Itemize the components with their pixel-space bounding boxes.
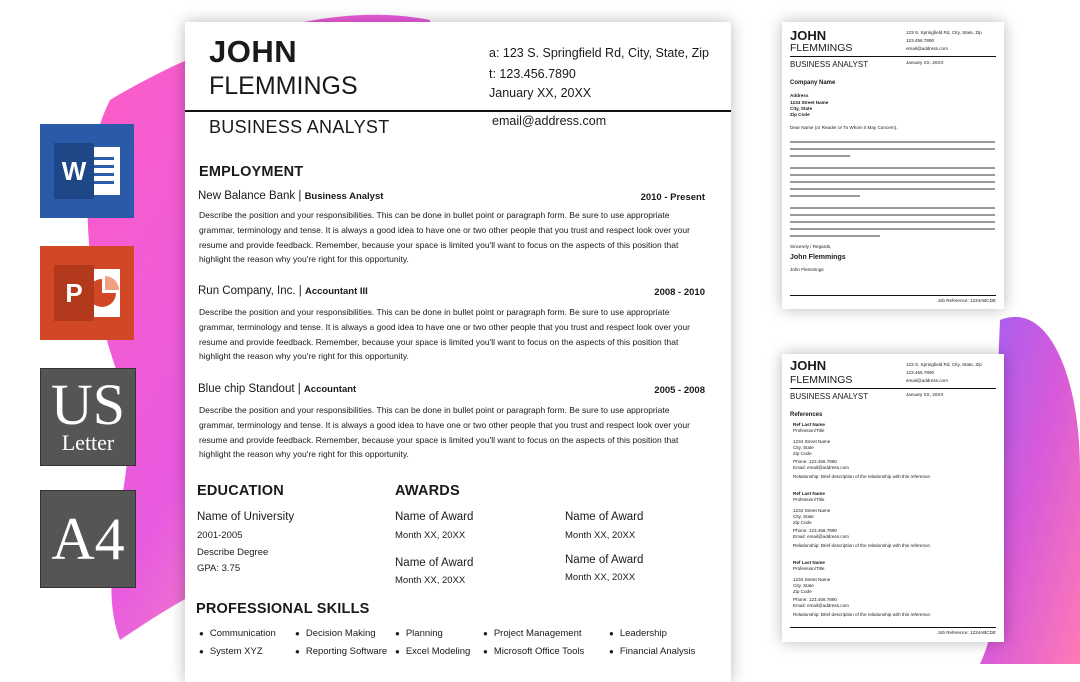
ref-first-name: JOHN <box>790 358 827 373</box>
ref-profession: Profession/Title <box>793 497 825 502</box>
award-name: Name of Award <box>565 511 644 523</box>
resume-date: January XX, 20XX <box>489 86 592 100</box>
cover-body-line <box>790 214 995 216</box>
ref-name: Ref Last Name <box>793 422 825 427</box>
ref-relationship: Relationship: Brief description of the relationship with this reference. <box>793 474 932 479</box>
cover-salutation: Dear Name (or Reader or To Whom it May Concern), <box>790 125 898 130</box>
job-entry-1: New Balance Bank | Business Analyst <box>198 190 384 202</box>
cover-footer-rule <box>790 295 996 296</box>
skill-item: ● Reporting Software <box>295 646 387 657</box>
ref-email: email@address.com <box>906 378 948 383</box>
ref-zip: Zip Code <box>793 589 812 594</box>
employment-heading: EMPLOYMENT <box>199 164 304 180</box>
skill-item: ● Planning <box>395 628 443 639</box>
award-name: Name of Award <box>565 554 644 566</box>
resume-phone: t: 123.456.7890 <box>489 67 576 81</box>
award-name: Name of Award <box>395 511 474 523</box>
cover-address: 123 S. Springfield Rd, City, State, Zip <box>906 30 982 35</box>
skill-item: ● Leadership <box>609 628 667 639</box>
header-rule <box>185 110 731 112</box>
ref-email-line: Email: email@address.com <box>793 603 849 608</box>
cover-job-reference: Job Reference: 1234ABCDE <box>937 298 996 303</box>
cover-body-line <box>790 195 860 197</box>
education-gpa: GPA: 3.75 <box>197 563 241 574</box>
skill-item: ● Financial Analysis <box>609 646 695 657</box>
word-document-icon <box>52 141 122 201</box>
cover-city: City, State <box>790 106 813 111</box>
skills-heading: PROFESSIONAL SKILLS <box>196 601 370 617</box>
cover-body-line <box>790 207 995 209</box>
cover-body-line <box>790 174 995 176</box>
skill-item: ● Communication <box>199 628 276 639</box>
cover-title: BUSINESS ANALYST <box>790 60 869 69</box>
ref-street: 1234 Street Name <box>793 439 831 444</box>
cover-date: January XX, 20XX <box>906 60 944 65</box>
cover-closing: Sincerely / Regards, <box>790 244 832 249</box>
resume-title: BUSINESS ANALYST <box>209 117 390 137</box>
job-dates: 2010 - Present <box>640 192 705 203</box>
cover-body-line <box>790 155 850 157</box>
job-company: Run Company, Inc. <box>198 285 296 297</box>
cover-header-rule <box>790 56 996 57</box>
job-entry-3: Blue chip Standout | Accountant <box>198 383 357 395</box>
cover-signature: John Flemmings <box>790 254 846 261</box>
skill-item: ● System XYZ <box>199 646 263 657</box>
a4-size-badge <box>40 490 136 588</box>
cover-company: Company Name <box>790 80 836 86</box>
ref-header-rule <box>790 388 996 389</box>
ref-zip: Zip Code <box>793 520 812 525</box>
ref-name: Ref Last Name <box>793 491 825 496</box>
ref-relationship: Relationship: Brief description of the relationship with this reference. <box>793 543 932 548</box>
cover-zip: Zip Code <box>790 112 810 117</box>
education-heading: EDUCATION <box>197 483 284 499</box>
ref-city: City, State <box>793 514 814 519</box>
resume-first-name: JOHN <box>209 34 298 69</box>
resume-address: a: 123 S. Springfield Rd, City, State, Zip <box>489 46 710 60</box>
award-date: Month XX, 20XX <box>395 575 466 586</box>
cover-body-line <box>790 188 995 190</box>
education-university: Name of University <box>197 511 295 523</box>
skill-item: ● Decision Making <box>295 628 376 639</box>
job-dates: 2005 - 2008 <box>654 385 705 396</box>
powerpoint-format-badge <box>40 246 134 340</box>
cover-last-name: FLEMMINGS <box>790 42 853 54</box>
cover-body-line <box>790 235 880 237</box>
word-letter: W <box>61 156 87 186</box>
education-degree: Describe Degree <box>197 547 269 558</box>
powerpoint-document-icon <box>52 263 122 323</box>
cover-body-line <box>790 148 995 150</box>
ref-phone-line: Phone: 123.456.7890 <box>793 597 837 602</box>
resume-page <box>185 22 731 682</box>
ref-last-name: FLEMMINGS <box>790 374 853 386</box>
ref-profession: Profession/Title <box>793 566 825 571</box>
skill-item: ● Project Management <box>483 628 582 639</box>
cover-body-line <box>790 167 995 169</box>
ref-phone-line: Phone: 123.456.7890 <box>793 528 837 533</box>
cover-first-name: JOHN <box>790 28 827 43</box>
job-role: Accountant III <box>304 286 368 297</box>
cover-signature-small: John Flemmings <box>790 267 824 272</box>
resume-last-name: FLEMMINGS <box>209 72 358 100</box>
cover-body-line <box>790 141 995 143</box>
award-date: Month XX, 20XX <box>395 530 466 541</box>
ref-name: Ref Last Name <box>793 560 825 565</box>
letter-label: Letter <box>61 430 115 455</box>
job-description: Describe the position and your responsibilities. This can be done in bullet point or paragraph form. Be sure to use appropriate grammar, terminology and tense. It is always a good idea to have one or two other people that you trust and respect look over your resume and provide feedback. Remember, because your space is limited you'll want to focus on the aspects of this position that highlight the reason why you're right for this opportunity. <box>199 307 690 362</box>
award-name: Name of Award <box>395 557 474 569</box>
us-letter-size-badge <box>40 368 136 466</box>
ref-city: City, State <box>793 583 814 588</box>
ref-phone-line: Phone: 123.456.7890 <box>793 459 837 464</box>
awards-heading: AWARDS <box>395 483 460 499</box>
ref-zip: Zip Code <box>793 451 812 456</box>
ref-phone: 123.456.7890 <box>906 370 935 375</box>
ref-footer-rule <box>790 627 996 628</box>
ref-profession: Profession/Title <box>793 428 825 433</box>
ref-street: 1234 Street Name <box>793 577 831 582</box>
cover-street: 1234 Street Name <box>790 100 829 105</box>
job-entry-2: Run Company, Inc. | Accountant III <box>198 285 368 297</box>
us-label: US <box>50 372 126 437</box>
job-role: Accountant <box>303 384 357 395</box>
job-company: New Balance Bank <box>198 190 296 202</box>
job-description: Describe the position and your responsibilities. This can be done in bullet point or paragraph form. Be sure to use appropriate grammar, terminology and tense. It is always a good idea to have one or two other people that you trust and respect look over your resume and provide feedback. Remember, because your space is limited you'll want to focus on the aspects of this position that highlight the reason why you're right for this opportunity. <box>199 405 690 460</box>
job-dates: 2008 - 2010 <box>654 287 705 298</box>
cover-body-line <box>790 228 995 230</box>
skill-item: ● Microsoft Office Tools <box>483 646 584 657</box>
award-date: Month XX, 20XX <box>565 572 636 583</box>
ref-date: January XX, 20XX <box>906 392 944 397</box>
word-format-badge <box>40 124 134 218</box>
cover-body-line <box>790 181 995 183</box>
cover-letter-page <box>782 22 1004 309</box>
ref-email-line: Email: email@address.com <box>793 465 849 470</box>
ref-relationship: Relationship: Brief description of the relationship with this reference. <box>793 612 932 617</box>
references-page <box>782 354 1004 642</box>
cover-email: email@address.com <box>906 46 948 51</box>
ref-city: City, State <box>793 445 814 450</box>
powerpoint-letter: P <box>65 278 83 308</box>
job-company: Blue chip Standout <box>198 383 295 395</box>
ref-heading: References <box>790 412 823 418</box>
a4-label: A4 <box>51 505 125 572</box>
ref-email-line: Email: email@address.com <box>793 534 849 539</box>
job-role: Business Analyst <box>304 191 384 202</box>
education-years: 2001-2005 <box>197 530 243 541</box>
award-date: Month XX, 20XX <box>565 530 636 541</box>
ref-street: 1234 Street Name <box>793 508 831 513</box>
ref-job-reference: Job Reference: 1234ABCDE <box>937 630 996 635</box>
cover-phone: 123.456.7890 <box>906 38 935 43</box>
resume-email: email@address.com <box>492 114 607 128</box>
job-description: Describe the position and your responsibilities. This can be done in bullet point or paragraph form. Be sure to use appropriate grammar, terminology and tense. It is always a good idea to have one or two other people that you trust and respect look over your resume and provide feedback. Remember, because your space is limited you'll want to focus on the aspects of this position that highlight the reason why you're right for this opportunity. <box>199 210 690 265</box>
cover-body-line <box>790 221 995 223</box>
ref-title: BUSINESS ANALYST <box>790 392 869 401</box>
cover-address-label: Address <box>790 93 809 98</box>
ref-address: 123 S. Springfield Rd, City, State, Zip <box>906 362 982 367</box>
skill-item: ● Excel Modeling <box>395 646 470 657</box>
